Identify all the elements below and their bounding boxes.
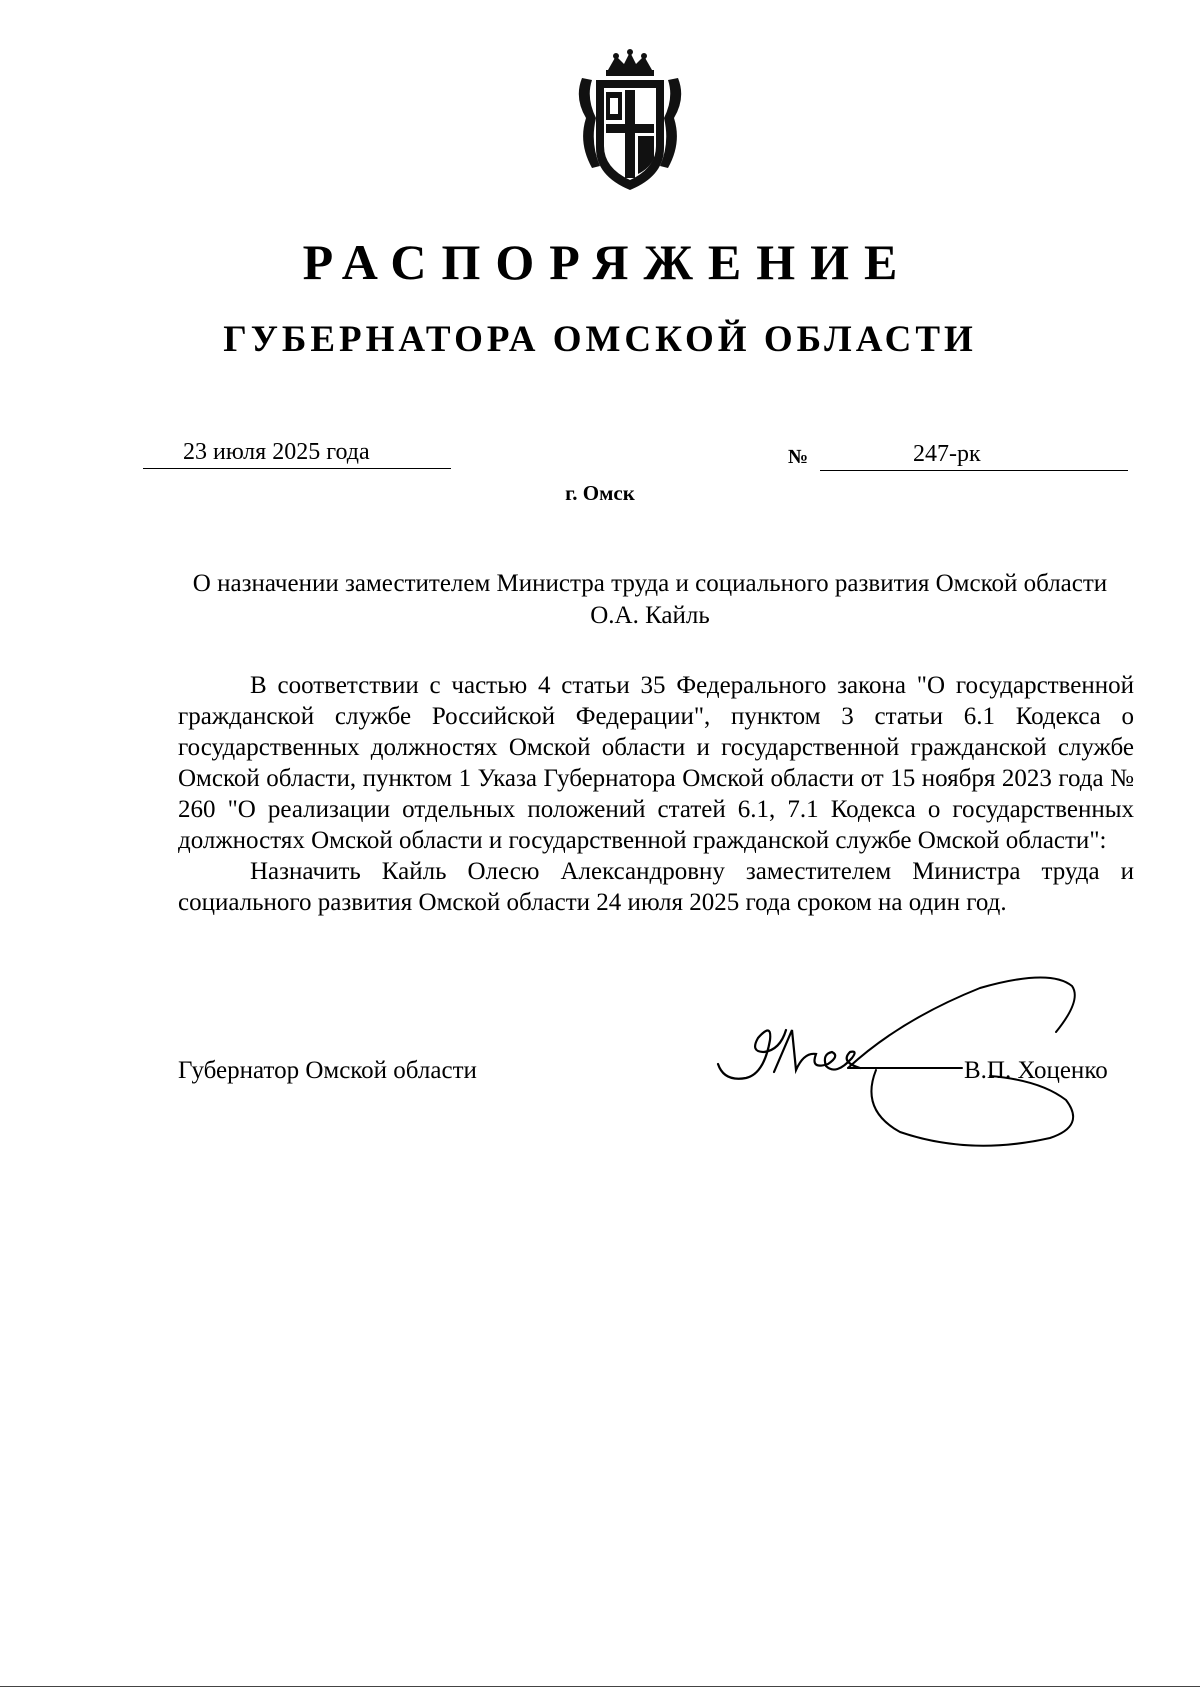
signatory-name: В.П. Хоценко <box>964 1057 1108 1084</box>
number-label: № <box>788 446 809 468</box>
document-subtitle: ГУБЕРНАТОРА ОМСКОЙ ОБЛАСТИ <box>223 319 977 360</box>
document-body <box>178 670 1134 918</box>
document-date: 23 июля 2025 года <box>183 439 370 465</box>
handwritten-signature-icon <box>700 960 1110 1160</box>
paragraph: В соответствии с частью 4 статьи 35 Федерального закона "О государственной гражданской службе Российской Федерации", пунктом 3 статьи 6.1 Кодекса о государственных должностях Омской области и государственной гражданской службе Омской области, пунктом 1 Указа Губернатора Омской области от 15 ноября 2023 года № 260 "О реализации отдельных положений статей 6.1, 7.1 Кодекса о государственных должностях Омской области и государственной гражданской службе Омской области": <box>178 672 1134 854</box>
coat-of-arms-icon <box>570 48 690 198</box>
city: г. Омск <box>565 481 635 505</box>
document-heading: О назначении заместителем Министра труда и социального развития Омской области О.А. Кайль <box>192 570 1108 629</box>
signatory-position: Губернатор Омской области <box>178 1057 477 1084</box>
number-field <box>820 438 1128 471</box>
date-field <box>143 436 451 469</box>
paragraph: Назначить Кайль Олесю Александровну заместителем Министра труда и социального развития Омской области 24 июля 2025 года сроком на один год. <box>178 858 1134 916</box>
document-title: РАСПОРЯЖЕНИЕ <box>302 234 913 290</box>
page-bottom-line <box>0 1686 1200 1687</box>
document-number: 247-рк <box>913 441 981 467</box>
